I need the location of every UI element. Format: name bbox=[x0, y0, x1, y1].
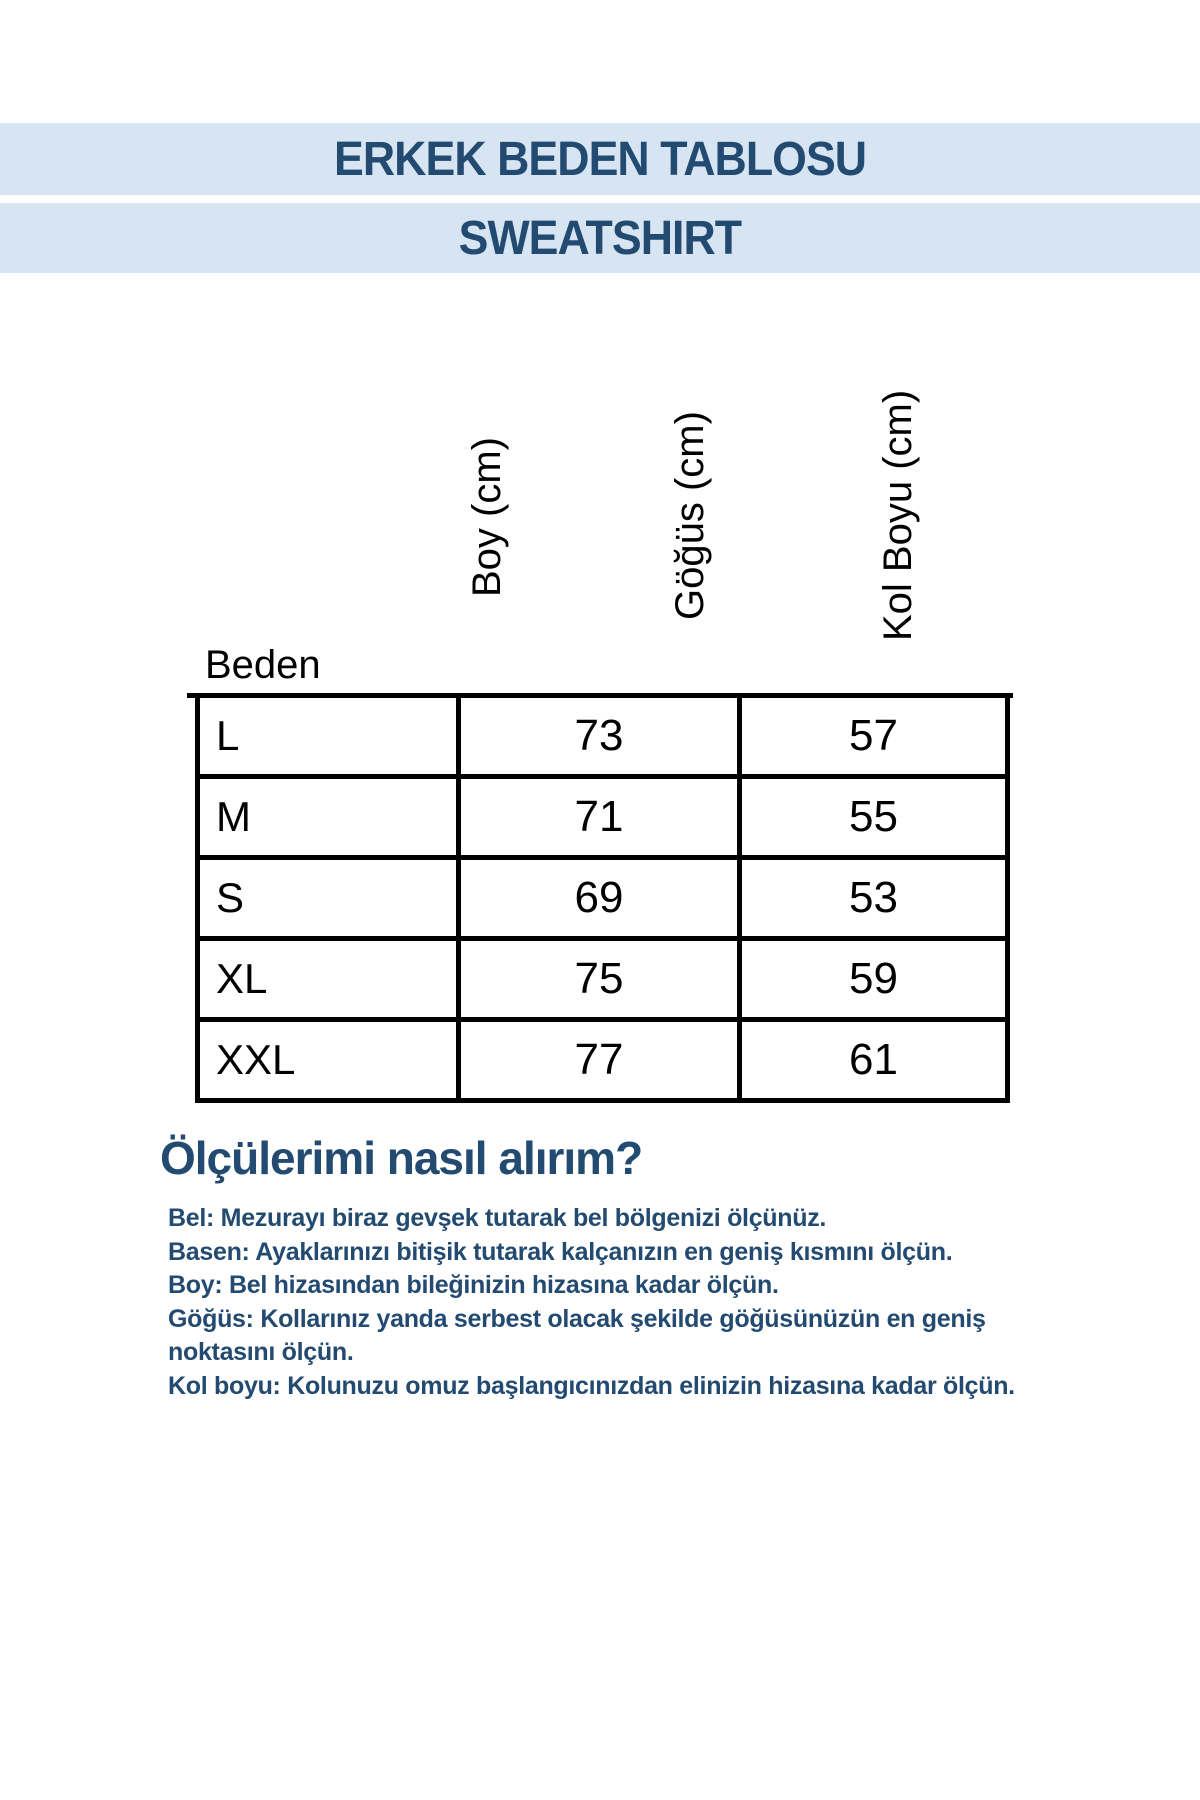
kol-boyu-value: 55 bbox=[740, 777, 1008, 858]
kol-boyu-value: 53 bbox=[740, 858, 1008, 939]
size-table bbox=[195, 693, 1010, 1103]
boy-value: 69 bbox=[459, 858, 740, 939]
row-header-label: Beden bbox=[205, 643, 321, 687]
title-band bbox=[0, 123, 1200, 195]
tip-kol-boyu: Kol boyu: Kolunuzu omuz başlangıcınızdan elinizin hizasına kadar ölçün. bbox=[168, 1371, 1015, 1400]
size-label: M bbox=[198, 777, 459, 858]
kol-boyu-value: 61 bbox=[740, 1020, 1008, 1101]
table-row bbox=[198, 939, 1008, 1020]
tip-boy: Boy: Bel hizasından bileğinizin hizasına kadar ölçün. bbox=[168, 1271, 779, 1299]
table-row bbox=[198, 696, 1008, 777]
size-label: XL bbox=[198, 939, 459, 1020]
tip-bel: Bel: Mezurayı biraz gevşek tutarak bel bölgenizi ölçünüz. bbox=[168, 1204, 827, 1232]
boy-value: 75 bbox=[459, 939, 740, 1020]
measurement-tips bbox=[168, 1202, 1052, 1403]
tip-gogus: Göğüs: Kollarınız yanda serbest olacak şekilde göğüsünüzün en geniş noktasını ölçün. bbox=[168, 1304, 986, 1366]
boy-value: 77 bbox=[459, 1020, 740, 1101]
subtitle-band bbox=[0, 203, 1200, 273]
kol-boyu-value: 57 bbox=[740, 696, 1008, 777]
page-title: ERKEK BEDEN TABLOSU bbox=[333, 132, 867, 186]
size-label: S bbox=[198, 858, 459, 939]
boy-value: 73 bbox=[459, 696, 740, 777]
size-label: L bbox=[198, 696, 459, 777]
tip-basen: Basen: Ayaklarınızı bitişik tutarak kalçanızın en geniş kısmını ölçün. bbox=[168, 1237, 953, 1266]
column-header-kol-boyu: Kol Boyu (cm) bbox=[876, 389, 920, 641]
boy-value: 71 bbox=[459, 777, 740, 858]
how-to-measure-heading: Ölçülerimi nasıl alırım? bbox=[160, 1132, 643, 1184]
size-label: XXL bbox=[198, 1020, 459, 1101]
product-subtitle: SWEATSHIRT bbox=[458, 211, 742, 265]
column-header-boy: Boy (cm) bbox=[465, 437, 509, 597]
column-header-gogus: Göğüs (cm) bbox=[668, 411, 712, 620]
table-row bbox=[198, 777, 1008, 858]
table-row bbox=[198, 858, 1008, 939]
kol-boyu-value: 59 bbox=[740, 939, 1008, 1020]
table-row bbox=[198, 1020, 1008, 1101]
